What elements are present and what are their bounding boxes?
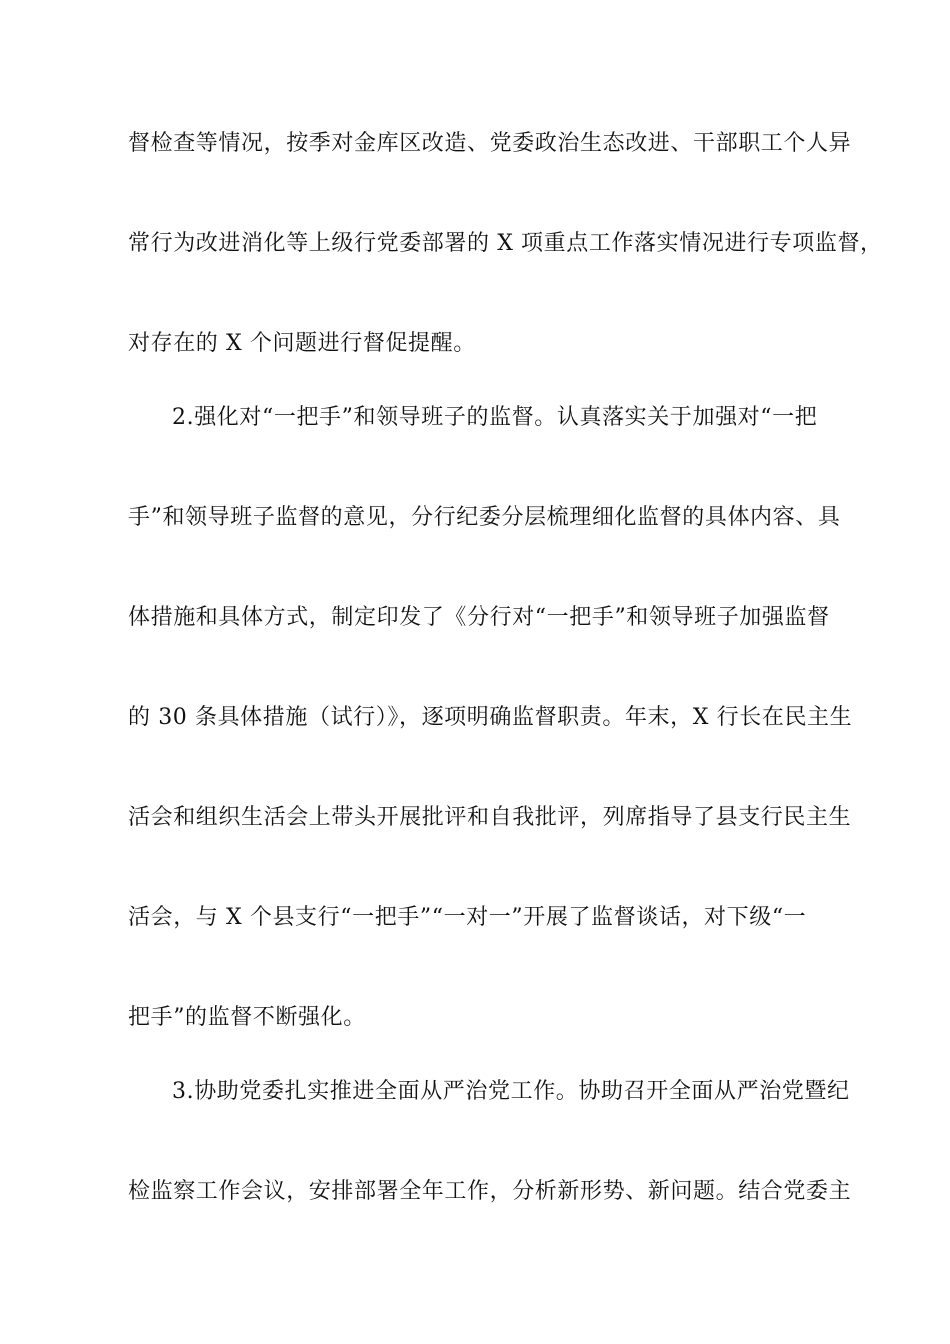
paragraph-start-line: 2.强化对“一把手”和领导班子的监督。认真落实关于加强对“一把 (172, 405, 818, 430)
paragraph-start-line: 3.协助党委扎实推进全面从严治党工作。协助召开全面从严治党暨纪 (172, 1079, 850, 1104)
body-text-line: 把手”的监督不断强化。 (128, 1005, 366, 1030)
body-text-line: 活会和组织生活会上带头开展批评和自我批评，列席指导了县支行民主生 (128, 805, 852, 830)
body-text-line: 手”和领导班子监督的意见，分行纪委分层梳理细化监督的具体内容、具 (128, 505, 841, 530)
body-text-line: 的 30 条具体措施（试行）》，逐项明确监督职责。年末，X 行长在民主生 (128, 705, 853, 730)
body-text-line: 对存在的 X 个问题进行督促提醒。 (128, 331, 476, 356)
body-text-line: 活会，与 X 个县支行“一把手”“一对一”开展了监督谈话，对下级“一 (128, 905, 807, 930)
body-text-line: 督检查等情况，按季对金库区改造、党委政治生态改进、干部职工个人异 (128, 131, 852, 156)
body-text-line: 检监察工作会议，安排部署全年工作，分析新形势、新问题。结合党委主 (128, 1179, 852, 1204)
body-text-line: 常行为改进消化等上级行党委部署的 X 项重点工作落实情况进行专项监督， (128, 231, 883, 256)
body-text-line: 体措施和具体方式，制定印发了《分行对“一把手”和领导班子加强监督 (128, 605, 830, 630)
